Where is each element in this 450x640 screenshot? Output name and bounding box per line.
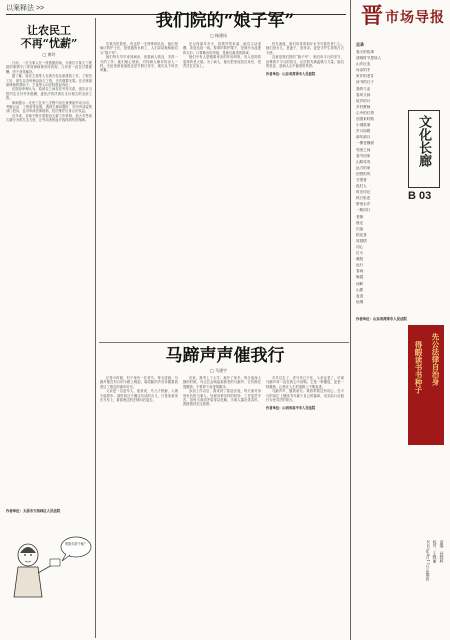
toc-item: 梦里水乡 [356,202,371,207]
column-name: 文化长廊 [416,115,431,167]
issue-date: 2023年8月17日 星期四 [426,540,431,581]
illustration-caption: 哥拖欠给个啥？ [64,542,88,547]
article1-body [6,61,92,507]
toc-item: 炊烟 [356,299,364,304]
section-divider [99,342,349,343]
toc-item: 稻花香 [356,232,367,237]
toc-item: 远方的家 [356,165,371,170]
article2-col2 [183,42,261,337]
toc-item: 小城故事 [356,123,371,128]
article2-paragraph: 时光流逝，她们用青春和汗水书写着医者仁心。她们是女儿，是妻子，是母亲，更是守护生命的白衣天使。 [266,42,344,55]
editor-credit [440,540,445,563]
toc-item: 田野的风 [356,171,371,176]
toc-item: 乡村教师 [356,104,371,109]
toc-item: 家乡的老井 [356,74,374,79]
article2-paragraph: 在我们医院里，有这样一支特殊的队伍，她们是病区的护士长，是普通的女职工，人们亲切地称她们为“娘子军”。 [100,42,178,55]
article2-paragraph: 她们中有人是刚做母亲的年轻妈妈，有人是即将退休的老大姐。为了病人，她们把家庭放在身后，把责任扛在肩上。 [183,55,261,69]
toc-item: 山路弯弯 [356,159,371,164]
article3-col3 [266,376,344,636]
article1-title [6,24,92,50]
article1-paragraph: 据了解，原告王某等人在被告处从事建筑工作，工程完工后，被告以各种理由拖欠工资，多次催要无果。在法律援助律师的帮助下，王某等人向法院提起诉讼。 [6,74,92,88]
editor-name: 孙晓辉 [440,551,445,563]
toc-item: 母亲的手 [356,68,371,73]
proof-label: 校对： [433,540,438,552]
article3-col2 [183,376,261,636]
article3-byline: □ 马建宇 [210,368,228,373]
page-number: B 03 [408,190,432,202]
toc-item: 那年那月 [356,135,371,140]
article1-paragraph: 法院经审理认为，原被告之间存在劳务关系，被告应当按约定支付劳务报酬，遂依法判决被告支付拖欠的全部工资。 [6,87,92,101]
article3-paragraph: 记得小时候，村子里有一匹老马，每天清晨，马蹄声便在村口的小路上响起，那清脆的声音伴随着我度过了难忘的童年时光。 [100,376,178,389]
toc-item: 秋日私语 [356,196,371,201]
cartoon-drawing [6,525,92,605]
article3-col1 [100,376,178,636]
toc-item: 清明时节思故人 [356,56,382,61]
toc-item: 一棵老槐树 [356,141,374,146]
slogan-line2: 得暇读书书种子 [414,341,423,394]
sidebar-divider [350,0,351,640]
masthead-name: 市场导报 [385,10,445,26]
toc-item: 春风又绿 [356,92,371,97]
column-divider [95,18,96,638]
article1-author: 作者单位：太原市万柏林区人民法院 [6,509,61,513]
article2-paragraph: 还记得那年冬天，疫情突然来袭，她们主动请缨，奔赴抗疫一线。厚厚的防护服下，是被汗水浸透的衣衫；口罩勒出的印痕，是她们最美的勋章。 [183,42,261,55]
toc-item: 暖阳 [356,257,364,262]
toc-item: 晚霞 [356,275,364,280]
article3-title: 马蹄声声催我行 [165,346,285,366]
proof-credit [433,540,438,563]
article3-paragraph: 参加工作以后，我来到了基层法庭，每天面对形形色色的当事人，处理各种各样的纠纷。工作虽然辛苦，但每当看到矛盾得以化解，当事人露出笑容时，我便感到无比欣慰。 [183,389,261,407]
article3-paragraph: 马蹄声声，催我前行。我将带着这份初心，在平凡的岗位上继续书写属于自己的篇章，用实际行动践行为民司法的誓言。 [266,389,344,403]
toc-item: 山乡巨变 [356,62,371,67]
article2-paragraph: 她们每天早早来到病房，查看病人情况，安排一天的工作；她们耐心细致，对待病人像对待亲人一样。无论是深夜值班还是节假日坚守，她们从不叫苦叫累。 [100,55,178,73]
toc-item: 春雨 [356,269,364,274]
article2-paragraph: 这就是我们院的“娘子军”，她们用平凡的坚守，诠释着不平凡的担当，让医院充满温暖与力量。她们的笑容，是病人心中最美的风景。 [266,55,344,69]
toc [356,42,404,312]
toc-item: 一路同行 [356,208,371,213]
article1 [6,18,92,638]
editor-label: 责编： [440,540,445,552]
slogan-line1: 先公法律自治身 [431,333,440,386]
article3-paragraph: 后来，我考上了大学，离开了家乡。每当夜深人静的时候，耳边总会响起那熟悉的马蹄声，它仿佛在提醒我：不要停下前进的脚步。 [183,376,261,389]
article1-paragraph: 近年来，各地不断完善根治欠薪工作机制，加大对恶意欠薪行为的打击力度，让劳动者的血汗钱得到有效保障。 [6,113,92,123]
article1-paragraph: 日前，一位当事人在一张借据面前，为被告方拖欠工程款的事情专门来到律师事务所咨询，几年来一直在讨要薪酬，终于获得解决。 [6,61,92,74]
toc-item: 回望来时路 [356,117,374,122]
article3-author: 作者单位：山西省高平市人民法院 [266,406,316,411]
toc-item: 我的父亲 [356,86,371,91]
column-name-box [408,110,440,188]
article2-author: 作者单位：山东省菏泽市人民医院 [266,72,316,77]
article3-paragraph: 多年过去了，老马早已不在，父亲也老了，可那马蹄声却一直在我心中回响。它是一种催促，更是一种激励，让我在人生的道路上不断奋进。 [266,376,344,389]
toc-item: 春节回家 [356,153,371,158]
toc-item: 故园情 [356,238,367,243]
sidebar-author: 作者单位：山东省菏泽市人民法院 [356,317,407,321]
section-label: 以案释法 >> [6,5,45,12]
article1-title-line1: 让农民工 [27,24,71,37]
article2-col1 [100,42,178,337]
toc-item: 远行 [356,263,364,268]
toc-item: 邻里之间 [356,147,371,152]
toc-list [356,49,404,305]
toc-item: 守望者 [356,177,367,182]
toc-item: 心中的灯塔 [356,110,374,115]
toc-item: 归途 [356,226,364,231]
article1-byline: □ 黄玲 [42,52,56,57]
toc-item: 河畔 [356,281,364,286]
toc-item: 麦浪 [356,293,364,298]
toc-item: 岁月如歌 [356,129,371,134]
toc-item: 初心 [356,245,364,249]
cartoon-illustration [6,525,92,605]
article2-title: 我们院的“娘子军” [155,11,295,31]
toc-item: 春天的故事 [356,50,374,54]
toc-item: 夜归人 [356,184,367,189]
toc-item: 故乡的月 [356,98,371,103]
article1-paragraph: 律师提示：农民工在务工过程中应注意保留劳动合同、考勤记录、工资条等证据，遇到欠薪问题时，可向劳动监察部门投诉，也可申请法律援助，依法维护自身合法权益。 [6,100,92,114]
article2-byline: □ 杨建风 [210,33,228,38]
toc-item: 读书的日子 [356,80,374,85]
masthead-calligraphy: 晋 [361,3,384,29]
article3-paragraph: 父亲是一名赶车人，他常说，马儿不停蹄，人就不能停步。那时我还不懂这句话的含义，只是喜欢坐在马车上，看着两边的庄稼向后退去。 [100,389,178,403]
toc-item: 灯火 [356,251,364,256]
toc-item: 晨光 [356,220,364,225]
editor-info [420,540,446,636]
toc-item: 老街 [356,214,364,219]
masthead [355,0,447,40]
article2-col3 [266,42,344,337]
slogan-banner [408,325,444,445]
toc-title: 目录 [356,42,364,47]
proof-name: 王晓丽 [433,551,438,563]
toc-item: 时光印记 [356,190,371,195]
article1-title-line2: 不再“忧薪” [20,37,78,50]
toc-item: 山歌 [356,287,364,292]
